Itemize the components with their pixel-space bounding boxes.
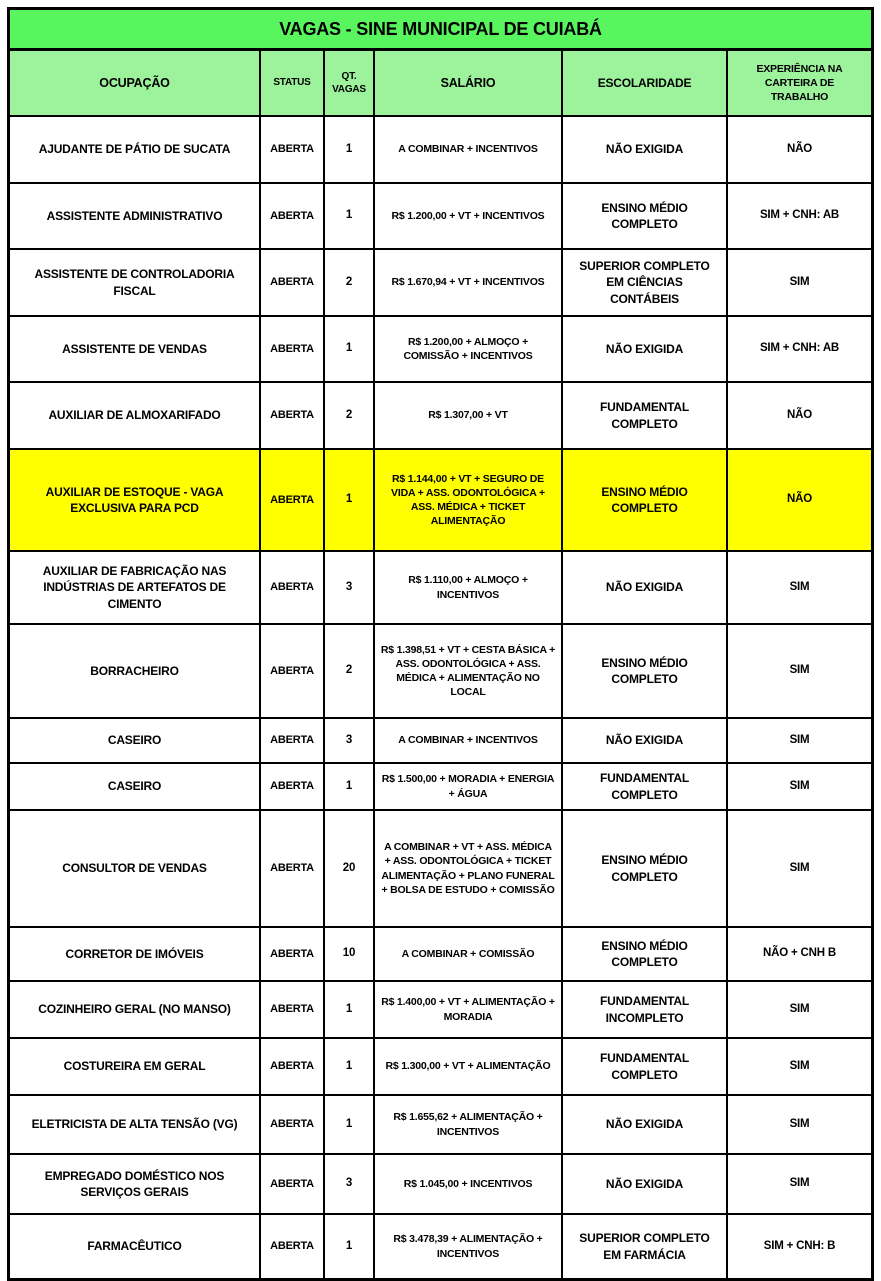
cell-status: ABERTA (260, 316, 324, 382)
cell-escolaridade: ENSINO MÉDIO COMPLETO (562, 624, 727, 718)
column-header-escolaridade: ESCOLARIDADE (562, 51, 727, 116)
cell-experiencia: NÃO (727, 382, 871, 449)
cell-status: ABERTA (260, 1038, 324, 1095)
cell-qt: 1 (324, 183, 374, 249)
vacancies-table (10, 51, 871, 1278)
cell-experiencia: SIM (727, 1038, 871, 1095)
cell-escolaridade: ENSINO MÉDIO COMPLETO (562, 449, 727, 551)
cell-salario: R$ 1.110,00 + ALMOÇO + INCENTIVOS (374, 551, 562, 624)
cell-experiencia: NÃO (727, 116, 871, 183)
cell-salario: R$ 1.500,00 + MORADIA + ENERGIA + ÁGUA (374, 763, 562, 810)
cell-experiencia: SIM (727, 810, 871, 927)
cell-ocupacao: COZINHEIRO GERAL (NO MANSO) (10, 981, 260, 1038)
cell-escolaridade: SUPERIOR COMPLETO EM FARMÁCIA (562, 1214, 727, 1278)
cell-escolaridade: FUNDAMENTAL INCOMPLETO (562, 981, 727, 1038)
table-row (10, 763, 871, 810)
cell-ocupacao: COSTUREIRA EM GERAL (10, 1038, 260, 1095)
page-title: VAGAS - SINE MUNICIPAL DE CUIABÁ (10, 10, 871, 51)
cell-status: ABERTA (260, 718, 324, 763)
cell-ocupacao: CONSULTOR DE VENDAS (10, 810, 260, 927)
cell-qt: 20 (324, 810, 374, 927)
cell-escolaridade: ENSINO MÉDIO COMPLETO (562, 183, 727, 249)
cell-status: ABERTA (260, 551, 324, 624)
vacancies-table-body (10, 116, 871, 1278)
table-row (10, 449, 871, 551)
table-header (10, 51, 871, 116)
cell-salario: R$ 1.200,00 + VT + INCENTIVOS (374, 183, 562, 249)
cell-qt: 2 (324, 382, 374, 449)
cell-ocupacao: AUXILIAR DE FABRICAÇÃO NAS INDÚSTRIAS DE ARTEFATOS DE CIMENTO (10, 551, 260, 624)
header-row (10, 51, 871, 116)
cell-status: ABERTA (260, 1154, 324, 1214)
cell-escolaridade: FUNDAMENTAL COMPLETO (562, 382, 727, 449)
table-row (10, 1095, 871, 1154)
column-header-experiencia: EXPERIÊNCIA NA CARTEIRA DE TRABALHO (727, 51, 871, 116)
table-row (10, 624, 871, 718)
cell-status: ABERTA (260, 763, 324, 810)
cell-qt: 1 (324, 1038, 374, 1095)
cell-experiencia: SIM (727, 249, 871, 316)
cell-salario: R$ 1.300,00 + VT + ALIMENTAÇÃO (374, 1038, 562, 1095)
cell-experiencia: NÃO + CNH B (727, 927, 871, 981)
cell-salario: A COMBINAR + COMISSÃO (374, 927, 562, 981)
cell-status: ABERTA (260, 1214, 324, 1278)
cell-qt: 1 (324, 981, 374, 1038)
cell-qt: 3 (324, 1154, 374, 1214)
table-row (10, 249, 871, 316)
cell-experiencia: NÃO (727, 449, 871, 551)
column-header-status: STATUS (260, 51, 324, 116)
cell-ocupacao: CASEIRO (10, 718, 260, 763)
cell-ocupacao: FARMACÊUTICO (10, 1214, 260, 1278)
cell-salario: A COMBINAR + VT + ASS. MÉDICA + ASS. ODONTOLÓGICA + TICKET ALIMENTAÇÃO + PLANO FUNERAL + BOLSA DE ESTUDO + COMISSÃO (374, 810, 562, 927)
cell-status: ABERTA (260, 981, 324, 1038)
table-row (10, 1038, 871, 1095)
cell-salario: R$ 3.478,39 + ALIMENTAÇÃO + INCENTIVOS (374, 1214, 562, 1278)
cell-ocupacao: ASSISTENTE DE CONTROLADORIA FISCAL (10, 249, 260, 316)
table-row (10, 981, 871, 1038)
cell-experiencia: SIM (727, 624, 871, 718)
cell-salario: A COMBINAR + INCENTIVOS (374, 116, 562, 183)
table-row (10, 1214, 871, 1278)
cell-escolaridade: NÃO EXIGIDA (562, 1154, 727, 1214)
cell-salario: R$ 1.307,00 + VT (374, 382, 562, 449)
cell-escolaridade: NÃO EXIGIDA (562, 718, 727, 763)
cell-escolaridade: NÃO EXIGIDA (562, 1095, 727, 1154)
table-row (10, 183, 871, 249)
cell-experiencia: SIM (727, 763, 871, 810)
cell-escolaridade: ENSINO MÉDIO COMPLETO (562, 927, 727, 981)
cell-escolaridade: NÃO EXIGIDA (562, 551, 727, 624)
cell-escolaridade: NÃO EXIGIDA (562, 116, 727, 183)
cell-salario: R$ 1.400,00 + VT + ALIMENTAÇÃO + MORADIA (374, 981, 562, 1038)
cell-status: ABERTA (260, 382, 324, 449)
cell-salario: R$ 1.670,94 + VT + INCENTIVOS (374, 249, 562, 316)
cell-ocupacao: AUXILIAR DE ESTOQUE - VAGA EXCLUSIVA PARA PCD (10, 449, 260, 551)
cell-experiencia: SIM + CNH: B (727, 1214, 871, 1278)
cell-qt: 1 (324, 449, 374, 551)
cell-qt: 2 (324, 249, 374, 316)
cell-status: ABERTA (260, 183, 324, 249)
cell-status: ABERTA (260, 1095, 324, 1154)
cell-status: ABERTA (260, 116, 324, 183)
cell-salario: R$ 1.200,00 + ALMOÇO + COMISSÃO + INCENTIVOS (374, 316, 562, 382)
cell-salario: A COMBINAR + INCENTIVOS (374, 718, 562, 763)
cell-qt: 1 (324, 1214, 374, 1278)
table-row (10, 927, 871, 981)
cell-salario: R$ 1.655,62 + ALIMENTAÇÃO + INCENTIVOS (374, 1095, 562, 1154)
cell-escolaridade: ENSINO MÉDIO COMPLETO (562, 810, 727, 927)
table-row (10, 116, 871, 183)
cell-experiencia: SIM (727, 1095, 871, 1154)
cell-ocupacao: CASEIRO (10, 763, 260, 810)
table-row (10, 316, 871, 382)
table-row (10, 718, 871, 763)
table-row (10, 382, 871, 449)
cell-experiencia: SIM (727, 981, 871, 1038)
cell-escolaridade: FUNDAMENTAL COMPLETO (562, 1038, 727, 1095)
cell-status: ABERTA (260, 249, 324, 316)
cell-qt: 10 (324, 927, 374, 981)
cell-status: ABERTA (260, 449, 324, 551)
cell-salario: R$ 1.398,51 + VT + CESTA BÁSICA + ASS. ODONTOLÓGICA + ASS. MÉDICA + ALIMENTAÇÃO NO LOCAL (374, 624, 562, 718)
cell-escolaridade: SUPERIOR COMPLETO EM CIÊNCIAS CONTÁBEIS (562, 249, 727, 316)
cell-qt: 3 (324, 551, 374, 624)
cell-experiencia: SIM (727, 1154, 871, 1214)
cell-status: ABERTA (260, 810, 324, 927)
cell-salario: R$ 1.144,00 + VT + SEGURO DE VIDA + ASS. ODONTOLÓGICA + ASS. MÉDICA + TICKET ALIMENTAÇÃO (374, 449, 562, 551)
table-row (10, 1154, 871, 1214)
cell-ocupacao: AJUDANTE DE PÁTIO DE SUCATA (10, 116, 260, 183)
vacancies-table-frame (7, 7, 874, 1281)
cell-qt: 3 (324, 718, 374, 763)
cell-qt: 1 (324, 116, 374, 183)
table-row (10, 551, 871, 624)
cell-experiencia: SIM + CNH: AB (727, 316, 871, 382)
cell-experiencia: SIM + CNH: AB (727, 183, 871, 249)
cell-ocupacao: AUXILIAR DE ALMOXARIFADO (10, 382, 260, 449)
column-header-salario: SALÁRIO (374, 51, 562, 116)
table-row (10, 810, 871, 927)
cell-status: ABERTA (260, 624, 324, 718)
cell-escolaridade: NÃO EXIGIDA (562, 316, 727, 382)
cell-experiencia: SIM (727, 718, 871, 763)
cell-ocupacao: ELETRICISTA DE ALTA TENSÃO (VG) (10, 1095, 260, 1154)
cell-escolaridade: FUNDAMENTAL COMPLETO (562, 763, 727, 810)
cell-ocupacao: ASSISTENTE ADMINISTRATIVO (10, 183, 260, 249)
cell-qt: 1 (324, 763, 374, 810)
cell-status: ABERTA (260, 927, 324, 981)
cell-ocupacao: EMPREGADO DOMÉSTICO NOS SERVIÇOS GERAIS (10, 1154, 260, 1214)
cell-ocupacao: CORRETOR DE IMÓVEIS (10, 927, 260, 981)
cell-qt: 2 (324, 624, 374, 718)
cell-salario: R$ 1.045,00 + INCENTIVOS (374, 1154, 562, 1214)
cell-ocupacao: ASSISTENTE DE VENDAS (10, 316, 260, 382)
cell-qt: 1 (324, 316, 374, 382)
cell-qt: 1 (324, 1095, 374, 1154)
cell-experiencia: SIM (727, 551, 871, 624)
cell-ocupacao: BORRACHEIRO (10, 624, 260, 718)
column-header-ocupacao: OCUPAÇÃO (10, 51, 260, 116)
column-header-qt: QT. VAGAS (324, 51, 374, 116)
